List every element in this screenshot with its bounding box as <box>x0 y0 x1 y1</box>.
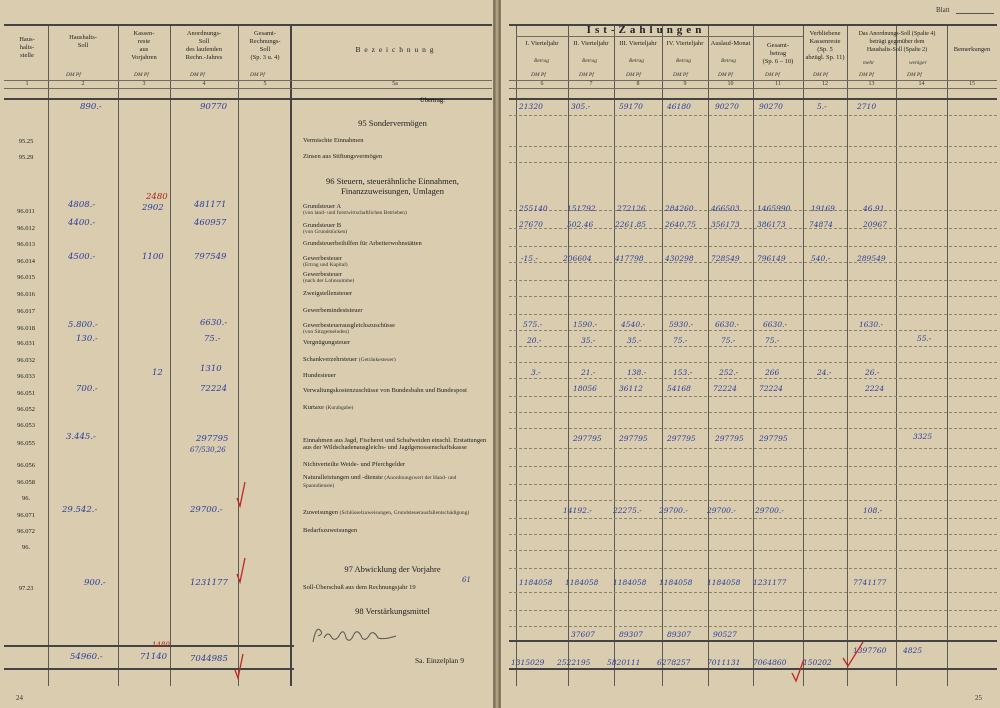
column-rule <box>238 24 239 686</box>
row-code: 96.015 <box>17 274 35 281</box>
handwritten-value-red: 2480 <box>146 192 168 202</box>
handwritten-value: 5820111 <box>607 658 641 667</box>
col-number: 12 <box>822 81 828 87</box>
handwritten-value: 75.- <box>765 336 780 345</box>
row-code: 95.25 <box>18 138 34 145</box>
handwritten-value: 1231177 <box>753 578 787 587</box>
units-label: DM Pf <box>859 72 874 78</box>
betrag-label: Betrag <box>582 58 597 64</box>
row-description: Gewerbesteuer (nach der Lohnsumme) <box>303 271 355 284</box>
row-description: Bedarfszuweisungen <box>303 527 358 534</box>
col-number: 9 <box>683 81 687 87</box>
col-number: 7 <box>589 81 593 87</box>
row-code: 96.051 <box>17 390 35 397</box>
row-rule <box>509 246 997 247</box>
handwritten-value: 356173 <box>711 220 740 229</box>
col-header-q3: III. Vierteljahr <box>619 40 657 47</box>
units-label: DM Pf <box>765 72 780 78</box>
row-description: Gewerbesteuerausgleichszuschüsse (von Sitzgemeinden) <box>303 322 396 335</box>
handwritten-value: 75.- <box>673 336 688 345</box>
row-rule <box>509 280 997 281</box>
row-rule <box>509 484 997 485</box>
handwritten-value: 417798 <box>615 254 644 263</box>
row-code: 96.052 <box>17 406 35 413</box>
col-header-gesamtbetrag: Gesamt- betrag (Sp. 6 – 10) <box>762 42 794 65</box>
handwritten-value: 12 <box>152 368 163 378</box>
handwritten-value: 297795 <box>619 434 648 443</box>
row-description: Zuweisungen (Schlüsselzuweisungen, Grundsteuerausfallentschädigung) <box>303 509 470 516</box>
handwritten-value: -15.- <box>521 254 538 263</box>
handwritten-value: 266 <box>765 368 780 377</box>
row-rule <box>509 146 997 147</box>
header-top-rule <box>509 24 997 26</box>
handwritten-value: 540.- <box>811 254 831 263</box>
row-rule <box>509 162 997 163</box>
row-code: 96.014 <box>17 258 35 265</box>
col-header-kassenreste: Kassen- reste aus Vorjahren <box>131 30 157 61</box>
handwritten-value: 7741177 <box>853 578 887 587</box>
handwritten-value: 272126 <box>617 204 646 213</box>
handwritten-value: 206604 <box>563 254 592 263</box>
red-check-mark-icon <box>791 655 805 683</box>
column-rule <box>118 24 119 686</box>
signature <box>310 624 400 646</box>
row-description: Vermischte Einnahmen <box>303 137 364 144</box>
handwritten-value: 90527 <box>713 630 737 639</box>
handwritten-value: 1315029 <box>511 658 545 667</box>
handwritten-value: 59170 <box>619 102 643 111</box>
handwritten-value: 72224 <box>200 384 228 394</box>
handwritten-value: 54168 <box>667 384 691 393</box>
col-header-haushaltsstelle: Haus- halts- stelle <box>19 36 35 59</box>
handwritten-value: 130.- <box>76 334 98 344</box>
units-label: DM Pf <box>134 72 149 78</box>
row-description: Vergnügungsteuer <box>303 339 351 346</box>
handwritten-value: 289549 <box>857 254 886 263</box>
col-number: 2 <box>81 81 85 87</box>
row-rule <box>509 378 997 379</box>
handwritten-value: 14192.- <box>563 506 592 515</box>
handwritten-value: 108.- <box>863 506 883 515</box>
handwritten-value: 900.- <box>84 578 106 588</box>
sum-top-rule <box>4 645 294 647</box>
betrag-label: Betrag <box>721 58 736 64</box>
page-number-left: 24 <box>16 694 23 702</box>
sum-top-rule <box>509 640 997 642</box>
row-code: 96.012 <box>17 225 35 232</box>
handwritten-value: 7064860 <box>753 658 787 667</box>
handwritten-value: 89307 <box>619 630 643 639</box>
col-number: 4 <box>202 81 206 87</box>
handwritten-value: 75.- <box>721 336 736 345</box>
handwritten-value: 1590.- <box>573 320 598 329</box>
handwritten-value: 1184058 <box>613 578 647 587</box>
handwritten-value: 430298 <box>665 254 694 263</box>
row-code: 96.017 <box>17 308 35 315</box>
col-header-gesamt-rechnungssoll: Gesamt- Rechnungs- Soll (Sp. 3 u. 4) <box>249 30 281 61</box>
col-header-mehr-weniger: Das Anordnungs-Soll (Spalte 4) beträgt gegenüber dem Haushalts-Soll (Spalte 2) <box>858 31 936 53</box>
handwritten-value: 18056 <box>573 384 597 393</box>
sum-label: Sa. Einzelplan 9 <box>415 656 464 665</box>
handwritten-value: 74874 <box>809 220 833 229</box>
units-label: DM Pf <box>190 72 205 78</box>
handwritten-value: 797549 <box>194 252 227 262</box>
handwritten-value: 7011131 <box>707 658 741 667</box>
row-description: Verwaltungskostenzuschüsse von Bundesbahn und Bundespost <box>303 387 467 394</box>
column-rule <box>170 24 171 686</box>
handwritten-value: 4400.- <box>68 218 96 228</box>
handwritten-value: 89307 <box>667 630 691 639</box>
col-number: 10 <box>727 81 734 87</box>
row-code: 96.032 <box>17 357 35 364</box>
units-label: DM Pf <box>66 72 81 78</box>
row-description: Kurtaxe (Kurabgabe) <box>303 404 354 411</box>
row-code: 96.011 <box>17 208 35 215</box>
row-description: Nichtverteilte Weide- und Pferchgelder <box>303 461 406 468</box>
handwritten-value: 3325 <box>913 432 933 441</box>
handwritten-value: 67/530,26 <box>190 446 226 454</box>
handwritten-value: 21320 <box>519 102 543 111</box>
handwritten-value: 4825 <box>903 646 923 655</box>
handwritten-value: 24.- <box>817 368 832 377</box>
handwritten-value: 20.- <box>527 336 542 345</box>
handwritten-value: 1231177 <box>190 578 228 588</box>
red-check-mark-icon <box>236 480 246 508</box>
handwritten-value: 46.91 <box>863 204 885 213</box>
handwritten-value: 35.- <box>627 336 642 345</box>
handwritten-value: 481171 <box>194 200 227 210</box>
column-number-rule <box>4 88 492 89</box>
col-number: 15 <box>969 81 975 87</box>
handwritten-value: 3.445.- <box>66 432 96 442</box>
col-number: 1 <box>25 81 29 87</box>
handwritten-value: 255140 <box>519 204 548 213</box>
ist-zahlungen-title: Ist-Zahlungen <box>586 24 706 36</box>
handwritten-value: 21.- <box>581 368 596 377</box>
units-label: DM Pf <box>250 72 265 78</box>
page-number-right: 25 <box>975 694 982 702</box>
row-code: 97.23 <box>18 585 34 592</box>
row-code: 96.013 <box>17 241 35 248</box>
row-rule <box>509 346 997 347</box>
handwritten-value: 297795 <box>573 434 602 443</box>
row-code: 96.018 <box>17 325 35 332</box>
handwritten-value-red: 1480 <box>152 641 170 649</box>
handwritten-value: 29700.- <box>755 506 784 515</box>
handwritten-value: 54960.- <box>70 652 103 662</box>
handwritten-value: 1630.- <box>859 320 884 329</box>
row-rule <box>509 550 997 551</box>
betrag-label: Betrag <box>534 58 549 64</box>
row-rule <box>509 592 997 593</box>
row-code: 95.29 <box>18 154 34 161</box>
handwritten-value: 297795 <box>667 434 696 443</box>
column-number-rule <box>509 88 997 89</box>
handwritten-value: 1184058 <box>659 578 693 587</box>
section-title-96: 96 Steuern, steuerähnliche Einnahmen, Finanzzuweisungen, Umlagen <box>326 176 459 196</box>
blatt-label: Blatt <box>936 6 950 14</box>
units-label: DM Pf <box>718 72 733 78</box>
handwritten-value: 27670 <box>519 220 543 229</box>
handwritten-value: 297795 <box>196 434 229 444</box>
handwritten-value: 72224 <box>713 384 737 393</box>
handwritten-value: 2522195 <box>557 658 591 667</box>
handwritten-value: 2224 <box>865 384 885 393</box>
row-rule <box>509 626 997 627</box>
units-label: DM Pf <box>907 72 922 78</box>
row-rule <box>509 518 997 519</box>
handwritten-value: 150202 <box>803 658 832 667</box>
handwritten-value: 75.- <box>204 334 221 344</box>
handwritten-value: 46180 <box>667 102 691 111</box>
col-header-auslauf: Auslauf-Monat <box>710 40 751 47</box>
uebertrag-label: Übertrag: <box>420 97 445 104</box>
row-rule <box>509 428 997 429</box>
handwritten-value: 37607 <box>571 630 595 639</box>
sum-bottom-rule <box>4 668 294 670</box>
handwritten-value: 297795 <box>759 434 788 443</box>
units-label: DM Pf <box>673 72 688 78</box>
column-rule <box>803 24 804 686</box>
row-code: 96.033 <box>17 373 35 380</box>
col-header-haushaltssoll: Haushalts- Soll <box>69 34 97 49</box>
handwritten-value: 5.800.- <box>68 320 98 330</box>
handwritten-value: 20967 <box>863 220 887 229</box>
handwritten-value: 5930.- <box>669 320 694 329</box>
column-rule <box>847 24 848 686</box>
row-code: 96.072 <box>17 528 35 535</box>
row-description: Grundsteuer B (von Grundstücken) <box>303 222 348 235</box>
handwritten-value: 700.- <box>76 384 98 394</box>
betrag-label: Betrag <box>629 58 644 64</box>
row-description: Naturalleistungen und -dienste (Anordnungswert der Hand- und Spanndienste) <box>303 474 457 489</box>
handwritten-value: 890.- <box>80 102 102 112</box>
right-page <box>500 0 1000 708</box>
row-rule <box>509 500 997 501</box>
handwritten-value: 6278257 <box>657 658 691 667</box>
handwritten-value: 29700.- <box>659 506 688 515</box>
col-number: 8 <box>636 81 640 87</box>
row-rule <box>509 362 997 363</box>
units-label: DM Pf <box>626 72 641 78</box>
units-label: DM Pf <box>579 72 594 78</box>
section-title-98: 98 Verstärkungsmittel <box>355 606 430 616</box>
red-check-mark-icon <box>236 556 246 584</box>
red-check-mark-icon <box>234 652 244 680</box>
units-label: DM Pf <box>531 72 546 78</box>
handwritten-value: 22275.- <box>613 506 642 515</box>
handwritten-value: 71140 <box>140 652 168 662</box>
handwritten-value: 19169 <box>811 204 835 213</box>
column-rule <box>48 24 49 686</box>
betrag-label: Betrag <box>676 58 691 64</box>
handwritten-value: 2710 <box>857 102 877 111</box>
handwritten-value: 466503 <box>711 204 740 213</box>
handwritten-value: 4500.- <box>68 252 96 262</box>
col-header-kassenreste: Verbliebene Kassenreste (Sp. 5 abzügl. Sp. 11) <box>805 30 845 61</box>
handwritten-value: 4808.- <box>68 200 96 210</box>
handwritten-value: 796149 <box>757 254 786 263</box>
col-number: 5a <box>392 81 398 87</box>
handwritten-value: 151792 <box>567 204 596 213</box>
row-code: 96.055 <box>17 440 35 447</box>
handwritten-value: 29700.- <box>707 506 736 515</box>
section-title-95: 95 Sondervermögen <box>358 118 427 128</box>
column-rule <box>516 24 517 686</box>
col-number: 6 <box>540 81 544 87</box>
ist-title-rule <box>516 36 803 37</box>
handwritten-value: 55.- <box>917 334 932 343</box>
row-description: Einnahmen aus Jagd, Fischerei und Schafweiden einschl. Erstattungen aus der Wildschadenausgleichs- und Jagdgenossenschaftskasse <box>303 437 487 451</box>
handwritten-value: 6630.- <box>763 320 788 329</box>
handwritten-value: 153.- <box>673 368 693 377</box>
row-code: 96.071 <box>17 512 35 519</box>
handwritten-value: 297795 <box>715 434 744 443</box>
handwritten-value: 36112 <box>619 384 643 393</box>
body-top-rule <box>509 98 997 100</box>
handwritten-value: 6630.- <box>200 318 228 328</box>
row-description: Gewerbemindeststeuer <box>303 307 363 314</box>
col-number: 14 <box>918 81 925 87</box>
header-top-rule <box>4 24 492 26</box>
row-rule <box>509 396 997 397</box>
row-rule <box>509 610 997 611</box>
row-code: 96. <box>21 495 31 502</box>
handwritten-value: 2640.75 <box>665 220 697 229</box>
col-header-q4: IV. Vierteljahr <box>666 40 704 47</box>
handwritten-value: 1184058 <box>565 578 599 587</box>
handwritten-value: 1100 <box>142 252 164 262</box>
handwritten-value: 386173 <box>757 220 786 229</box>
row-description: Soll-Überschuß aus dem Rechnungsjahr 19 <box>303 584 416 591</box>
handwritten-value: 1310 <box>200 364 222 374</box>
handwritten-value: 72224 <box>759 384 783 393</box>
handwritten-value: 7044985 <box>190 654 228 664</box>
handwritten-value: 460957 <box>194 218 227 228</box>
col-header-bemerkungen: Bemerkungen <box>953 46 991 53</box>
col-header-q1: I. Vierteljahr <box>525 40 559 47</box>
row-rule <box>509 568 997 569</box>
col-number: 3 <box>142 81 146 87</box>
handwritten-value: 305.- <box>571 102 591 111</box>
row-description: Grundsteuerbeihilfen für Arbeiterwohnstätten <box>303 240 422 247</box>
handwritten-value: 29.542.- <box>62 505 98 515</box>
handwritten-value: 1397760 <box>853 646 887 655</box>
handwritten-value: 90770 <box>200 102 228 112</box>
handwritten-value: 2902 <box>142 203 164 213</box>
handwritten-value: 1184058 <box>707 578 741 587</box>
handwritten-value: 90270 <box>715 102 739 111</box>
handwritten-value: 502.46 <box>567 220 594 229</box>
row-rule <box>509 448 997 449</box>
handwritten-value: 138.- <box>627 368 647 377</box>
row-description: Hundesteuer <box>303 372 336 379</box>
column-rule <box>290 24 292 686</box>
handwritten-value: 29700.- <box>190 505 223 515</box>
row-description: Zinsen aus Stiftungsvermögen <box>303 153 383 160</box>
section-title-97: 97 Abwicklung der Vorjahre <box>344 564 441 574</box>
handwritten-value: 2261.85 <box>615 220 647 229</box>
handwritten-value: 4540.- <box>621 320 646 329</box>
row-rule <box>509 296 997 297</box>
handwritten-value: 284260 <box>665 204 694 213</box>
row-code: 96.016 <box>17 291 35 298</box>
row-description: Grundsteuer A (von land- und forstwirtschaftlichen Betrieben) <box>303 203 407 216</box>
handwritten-value: 728549 <box>711 254 740 263</box>
handwritten-value: 252.- <box>719 368 739 377</box>
handwritten-value: 35.- <box>581 336 596 345</box>
col-number: 11 <box>775 81 781 87</box>
handwritten-value: 575.- <box>523 320 543 329</box>
red-check-mark-icon <box>841 640 865 668</box>
row-code: 96. <box>21 544 31 551</box>
handwritten-value: 61 <box>462 576 471 584</box>
row-description: Zweigstellensteuer <box>303 290 353 297</box>
handwritten-value: 90270 <box>759 102 783 111</box>
handwritten-value: 1184058 <box>519 578 553 587</box>
column-rule <box>896 24 897 686</box>
row-code: 96.056 <box>17 462 35 469</box>
handwritten-value: 1465990 <box>757 204 791 213</box>
column-rule <box>947 24 948 686</box>
body-top-rule <box>4 98 492 100</box>
row-rule <box>509 412 997 413</box>
handwritten-value: 26.- <box>865 368 880 377</box>
row-description: Gewerbesteuer (Ertrag und Kapital) <box>303 255 348 268</box>
row-code: 96.053 <box>17 422 35 429</box>
weniger-label: weniger <box>909 60 927 66</box>
row-rule <box>509 534 997 535</box>
handwritten-value: 5.- <box>817 102 827 111</box>
sum-bottom-rule <box>509 668 997 670</box>
col-header-anordnungssoll: Anordnungs- Soll des laufenden Rechn.-Jahres <box>185 30 223 61</box>
blatt-field <box>956 13 994 14</box>
row-rule <box>509 466 997 467</box>
left-page <box>0 0 494 708</box>
col-header-bezeichnung: B e z e i c h n u n g <box>355 45 435 54</box>
row-code: 96.031 <box>17 340 35 347</box>
col-number: 5 <box>263 81 267 87</box>
handwritten-value: 6630.- <box>715 320 740 329</box>
units-label: DM Pf <box>813 72 828 78</box>
row-description: Schankverzehrsteuer (Getränkesteuer) <box>303 356 396 363</box>
row-rule <box>509 330 997 331</box>
row-code: 96.058 <box>17 479 35 486</box>
col-number: 13 <box>868 81 875 87</box>
handwritten-value: 3.- <box>531 368 541 377</box>
row-rule <box>509 314 997 315</box>
col-header-q2: II. Vierteljahr <box>573 40 609 47</box>
row-rule <box>509 115 997 116</box>
mehr-label: mehr <box>863 60 875 66</box>
